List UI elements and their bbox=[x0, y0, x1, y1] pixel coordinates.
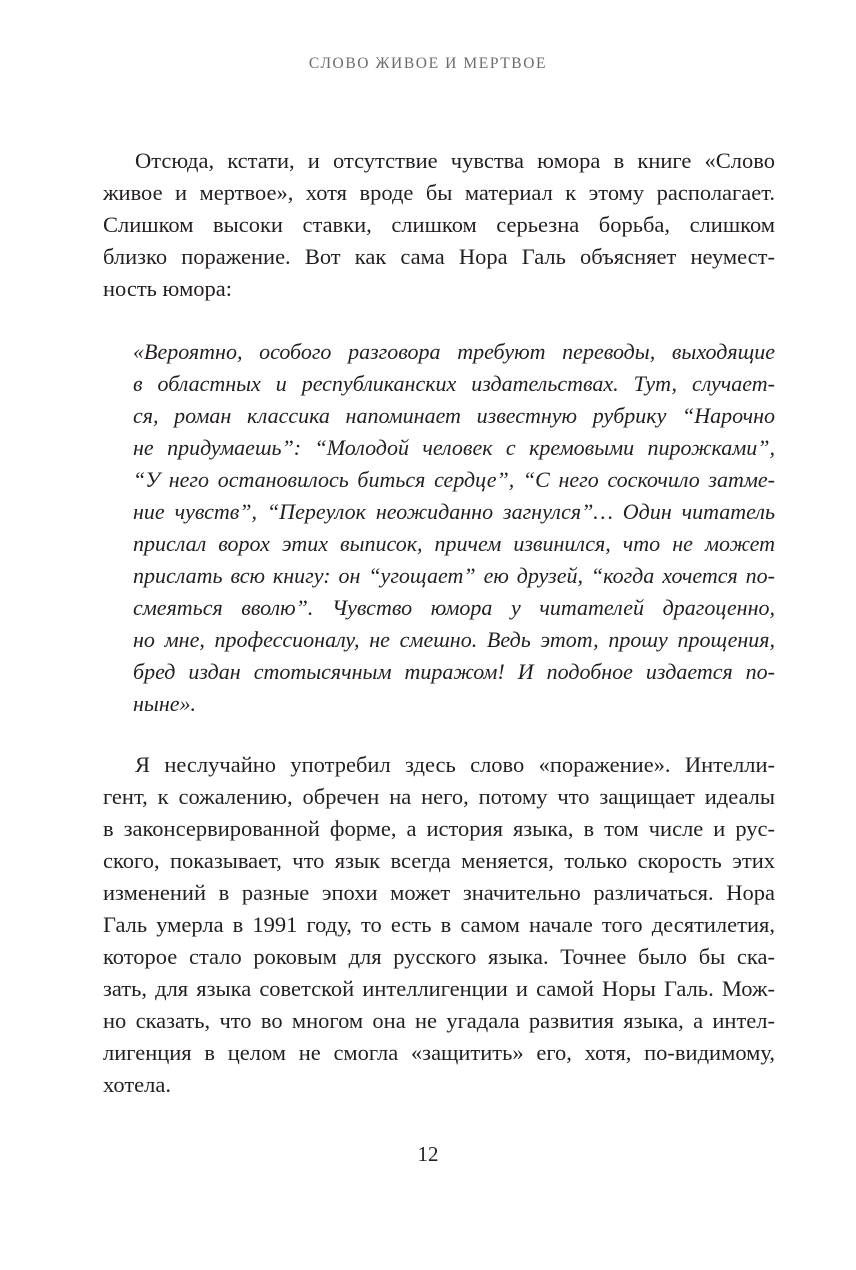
text-line: зать, для языка советской интеллигенции и самой Норы Галь. Мож- bbox=[103, 976, 775, 1001]
quote-line: прислать всю книгу: он “угощает” ею друзей, “когда хочется по- bbox=[133, 563, 775, 588]
text-line: гент, к сожалению, обречен на него, потому что защищает идеалы bbox=[103, 784, 775, 809]
text-line: ского, показывает, что язык всегда меняется, только скорость этих bbox=[103, 848, 775, 873]
quote-line: бред издан стотысячным тиражом! И подобное издается по- bbox=[133, 659, 775, 684]
paragraph-2 bbox=[103, 749, 775, 1101]
text-line: Слишком высоки ставки, слишком серьезна борьба, слишком bbox=[103, 212, 775, 237]
quote-line: ся, роман классика напоминает известную рубрику “Нарочно bbox=[133, 403, 775, 428]
text-line: Отсюда, кстати, и отсутствие чувства юмора в книге «Слово bbox=[135, 148, 775, 173]
quote-line: «Вероятно, особого разговора требуют переводы, выходящие bbox=[133, 339, 775, 364]
text-line: изменений в разные эпохи может значительно различаться. Нора bbox=[103, 880, 775, 905]
quote-line: “У него остановилось биться сердце”, “С него соскочило затме- bbox=[133, 467, 775, 492]
quote-line: не придумаешь”: “Молодой человек с кремовыми пирожками”, bbox=[133, 435, 775, 460]
quote-line: в областных и республиканских издательствах. Тут, случает- bbox=[133, 371, 775, 396]
quote-line: прислал ворох этих выписок, причем извинился, что не может bbox=[133, 531, 775, 556]
text-line: близко поражение. Вот как сама Нора Галь объясняет неумест- bbox=[103, 244, 775, 269]
text-line: ность юмора: bbox=[103, 276, 233, 301]
quote-line: смеяться вволю”. Чувство юмора у читателей драгоценно, bbox=[133, 595, 775, 620]
block-quote bbox=[133, 336, 775, 720]
quote-line: ныне». bbox=[133, 691, 196, 716]
quote-line: ние чувств”, “Переулок неожиданно загнулся”… Один читатель bbox=[133, 499, 775, 524]
running-head: СЛОВО ЖИВОЕ И МЕРТВОЕ bbox=[308, 55, 548, 72]
text-line: в законсервированной форме, а история языка, в том числе и рус- bbox=[103, 816, 775, 841]
text-line: которое стало роковым для русского языка. Точнее было бы ска- bbox=[103, 944, 775, 969]
text-line: живое и мертвое», хотя вроде бы материал к этому располагает. bbox=[103, 180, 775, 205]
quote-line: но мне, профессионалу, не смешно. Ведь этот, прошу прощения, bbox=[133, 627, 775, 652]
text-line: лигенция в целом не смогла «защитить» его, хотя, по-видимому, bbox=[103, 1040, 775, 1065]
text-line: хотела. bbox=[103, 1072, 172, 1097]
page-number: 12 bbox=[417, 1142, 439, 1166]
text-line: Галь умерла в 1991 году, то есть в самом начале того десятилетия, bbox=[103, 912, 775, 937]
text-line: но сказать, что во многом она не угадала развития языка, а интел- bbox=[103, 1008, 775, 1033]
paragraph-1 bbox=[103, 145, 775, 305]
text-line: Я неслучайно употребил здесь слово «поражение». Интелли- bbox=[135, 752, 775, 777]
